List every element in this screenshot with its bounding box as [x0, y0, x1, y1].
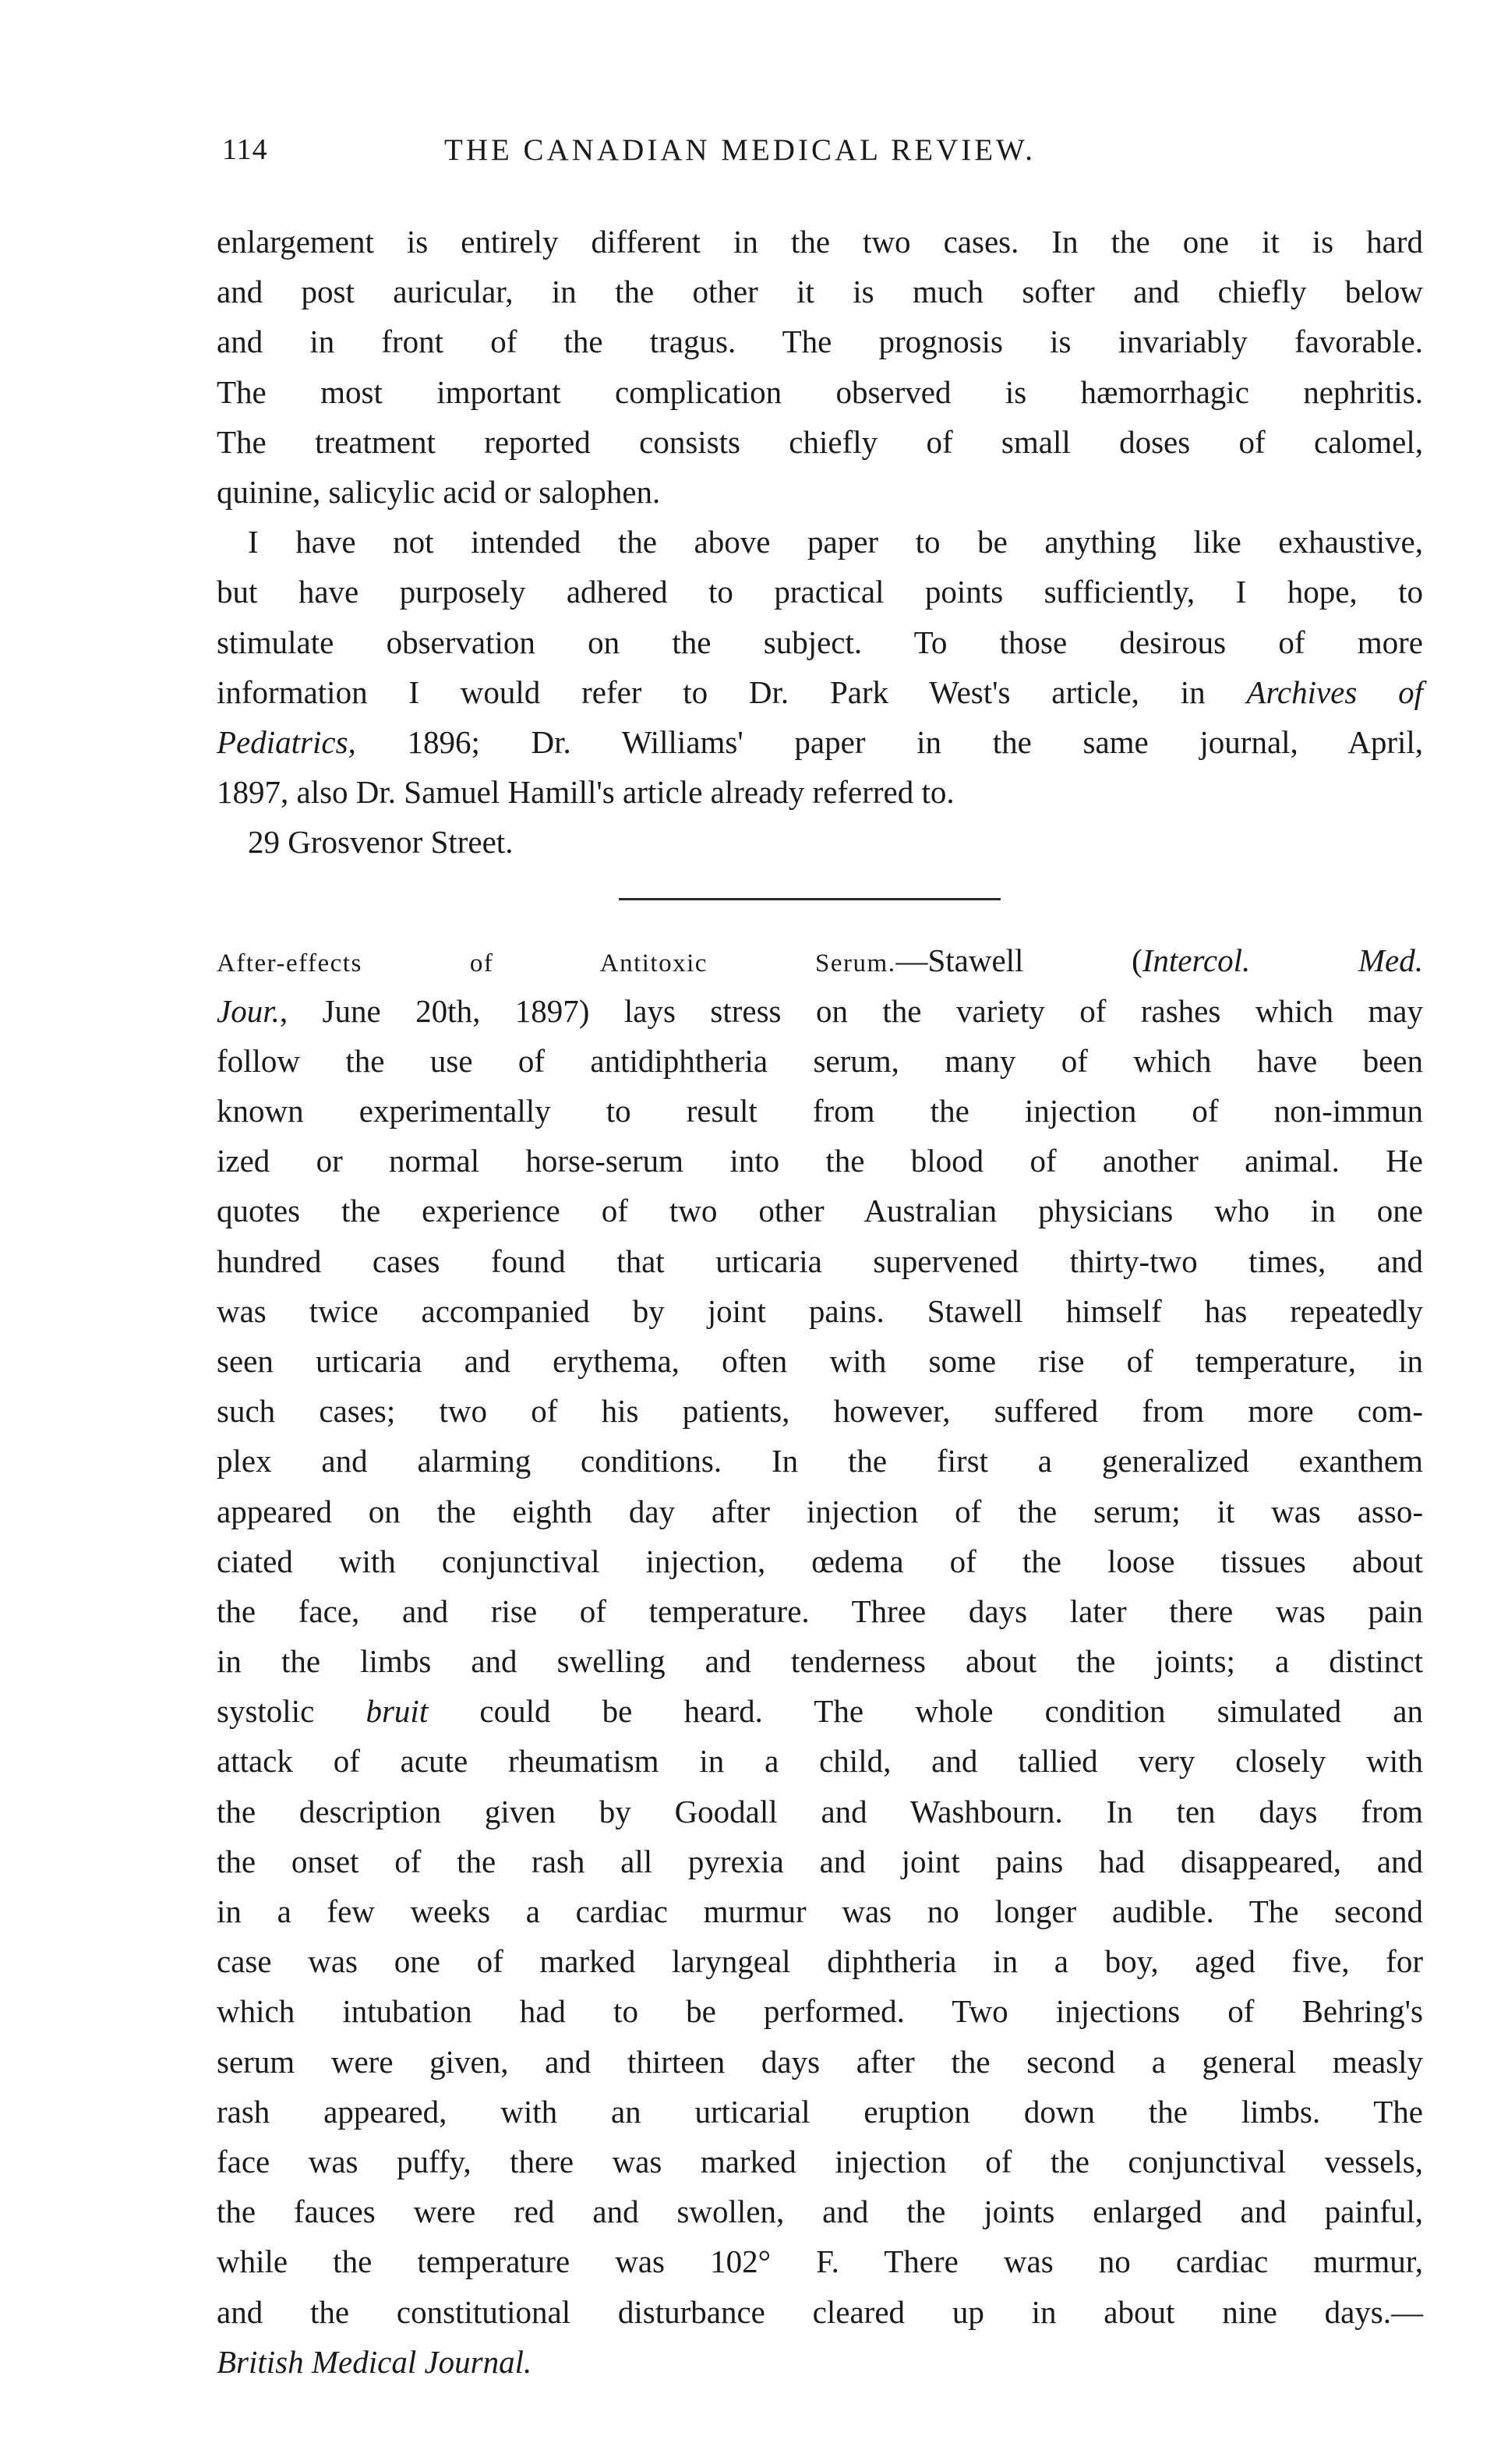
- text-line: [217, 1686, 1423, 1736]
- running-head: THE CANADIAN MEDICAL REVIEW.: [444, 133, 1037, 167]
- text-line: appeared on the eighth day after injection of the serum; it was asso-: [217, 1493, 1423, 1529]
- page-number: 114: [222, 133, 268, 166]
- text-line: [217, 986, 1423, 1036]
- text-span: information I would refer to Dr. Park West's article, in: [217, 673, 1247, 710]
- text-line: and in front of the tragus. The prognosis is invariably favorable.: [217, 323, 1423, 360]
- text-span: , June 20th, 1897) lays stress on the variety of rashes which may: [279, 992, 1423, 1029]
- text-line: and the constitutional disturbance cleared up in about nine days.—: [217, 2293, 1423, 2330]
- text-line: in the limbs and swelling and tenderness about the joints; a distinct: [217, 1643, 1423, 1680]
- divider-rule: [619, 898, 1001, 900]
- text-span: —Stawell (: [895, 942, 1142, 979]
- text-line: quinine, salicylic acid or salophen.: [217, 473, 661, 510]
- article-heading-line: [217, 935, 1423, 985]
- text-line: ciated with conjunctival injection, œdema of the loose tissues about: [217, 1543, 1423, 1579]
- text-line: but have purposely adhered to practical points sufficiently, I hope, to: [217, 574, 1423, 610]
- text-line: the face, and rise of temperature. Three days later there was pain: [217, 1593, 1423, 1629]
- journal-title-italic: Archives of: [1246, 673, 1424, 710]
- text-line: follow the use of antidiphtheria serum, many of which have been: [217, 1042, 1423, 1079]
- source-journal-italic: British Medical Journal.: [217, 2343, 532, 2380]
- author-address: 29 Grosvenor Street.: [248, 824, 514, 861]
- text-line: plex and alarming conditions. In the first a generalized exanthem: [217, 1443, 1423, 1479]
- text-line: I have not intended the above paper to be anything like exhaustive,: [248, 524, 1423, 560]
- text-line: known experimentally to result from the injection of non-immun: [217, 1093, 1423, 1129]
- text-line: ized or normal horse-serum into the blood of another animal. He: [217, 1143, 1423, 1179]
- text-line: case was one of marked laryngeal diphtheria in a boy, aged five, for: [217, 1943, 1423, 1980]
- text-line: 1897, also Dr. Samuel Hamill's article already referred to.: [217, 774, 955, 811]
- text-line: in a few weeks a cardiac murmur was no longer audible. The second: [217, 1893, 1423, 1929]
- page-header: [222, 133, 1422, 187]
- body-text: [217, 217, 1423, 2387]
- text-line: the onset of the rash all pyrexia and joint pains had disappeared, and: [217, 1843, 1423, 1879]
- text-line: stimulate observation on the subject. To those desirous of more: [217, 624, 1423, 660]
- text-span: 1896; Dr. Williams' paper in the same journal, April,: [355, 723, 1423, 760]
- text-line: the fauces were red and swollen, and the joints enlarged and painful,: [217, 2194, 1423, 2230]
- text-line: quotes the experience of two other Australian physicians who in one: [217, 1193, 1423, 1229]
- text-line: and post auricular, in the other it is much softer and chiefly below: [217, 274, 1423, 310]
- text-line: enlargement is entirely different in the two cases. In the one it is hard: [217, 224, 1423, 260]
- text-line: serum were given, and thirteen days after the second a general measly: [217, 2043, 1423, 2080]
- text-span: could be heard. The whole condition simulated an: [428, 1693, 1423, 1730]
- journal-title-italic: Pediatrics,: [217, 723, 356, 760]
- text-line: hundred cases found that urticaria supervened thirty-two times, and: [217, 1243, 1423, 1279]
- text-line: face was puffy, there was marked injection of the conjunctival vessels,: [217, 2143, 1423, 2179]
- journal-title-italic: Jour.: [217, 992, 280, 1029]
- text-line: The treatment reported consists chiefly of small doses of calomel,: [217, 423, 1423, 460]
- text-line: seen urticaria and erythema, often with some rise of temperature, in: [217, 1342, 1423, 1379]
- text-line: while the temperature was 102° F. There was no cardiac murmur,: [217, 2243, 1423, 2280]
- text-line: rash appeared, with an urticarial eruption down the limbs. The: [217, 2093, 1423, 2130]
- text-line: attack of acute rheumatism in a child, and tallied very closely with: [217, 1743, 1423, 1780]
- text-line: such cases; two of his patients, however, suffered from more com-: [217, 1393, 1423, 1430]
- source-citation: [217, 2337, 1423, 2387]
- journal-title-italic: Intercol. Med.: [1142, 942, 1423, 979]
- text-line: the description given by Goodall and Washbourn. In ten days from: [217, 1793, 1423, 1829]
- section-divider: [217, 867, 1423, 935]
- text-line: was twice accompanied by joint pains. Stawell himself has repeatedly: [217, 1292, 1423, 1329]
- text-span: systolic: [217, 1693, 366, 1730]
- text-line: The most important complication observed is hæmorrhagic nephritis.: [217, 373, 1423, 410]
- text-line: which intubation had to be performed. Two injections of Behring's: [217, 1993, 1423, 2030]
- article-title: After-effects of Antitoxic Serum.: [217, 949, 896, 978]
- text-line: [217, 667, 1423, 717]
- text-line: [217, 717, 1423, 767]
- italic-term: bruit: [366, 1693, 429, 1730]
